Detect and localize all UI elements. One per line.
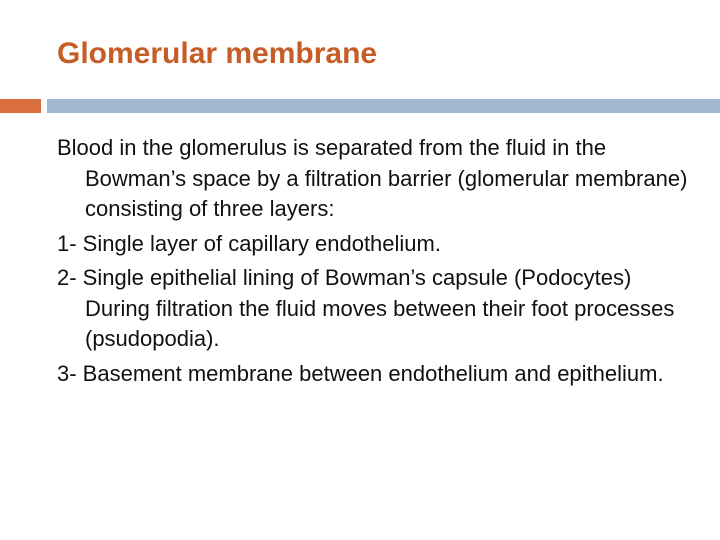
slide-body	[57, 133, 697, 393]
slide-title: Glomerular membrane	[57, 37, 378, 70]
title-divider-bar	[47, 99, 720, 113]
body-paragraph-intro: Blood in the glomerulus is separated from the fluid in the Bowman’s space by a filtration barrier (glomerular membrane) consisting of three layers:	[57, 135, 688, 221]
title-accent-square	[0, 99, 41, 113]
body-paragraph-layer-3: 3- Basement membrane between endothelium and epithelium.	[57, 360, 664, 386]
body-paragraph-layer-2: 2- Single epithelial lining of Bowman’s capsule (Podocytes) During filtration the fluid moves between their foot processes (psudopodia).	[57, 265, 675, 351]
body-paragraph-layer-1: 1- Single layer of capillary endothelium.	[57, 230, 441, 256]
